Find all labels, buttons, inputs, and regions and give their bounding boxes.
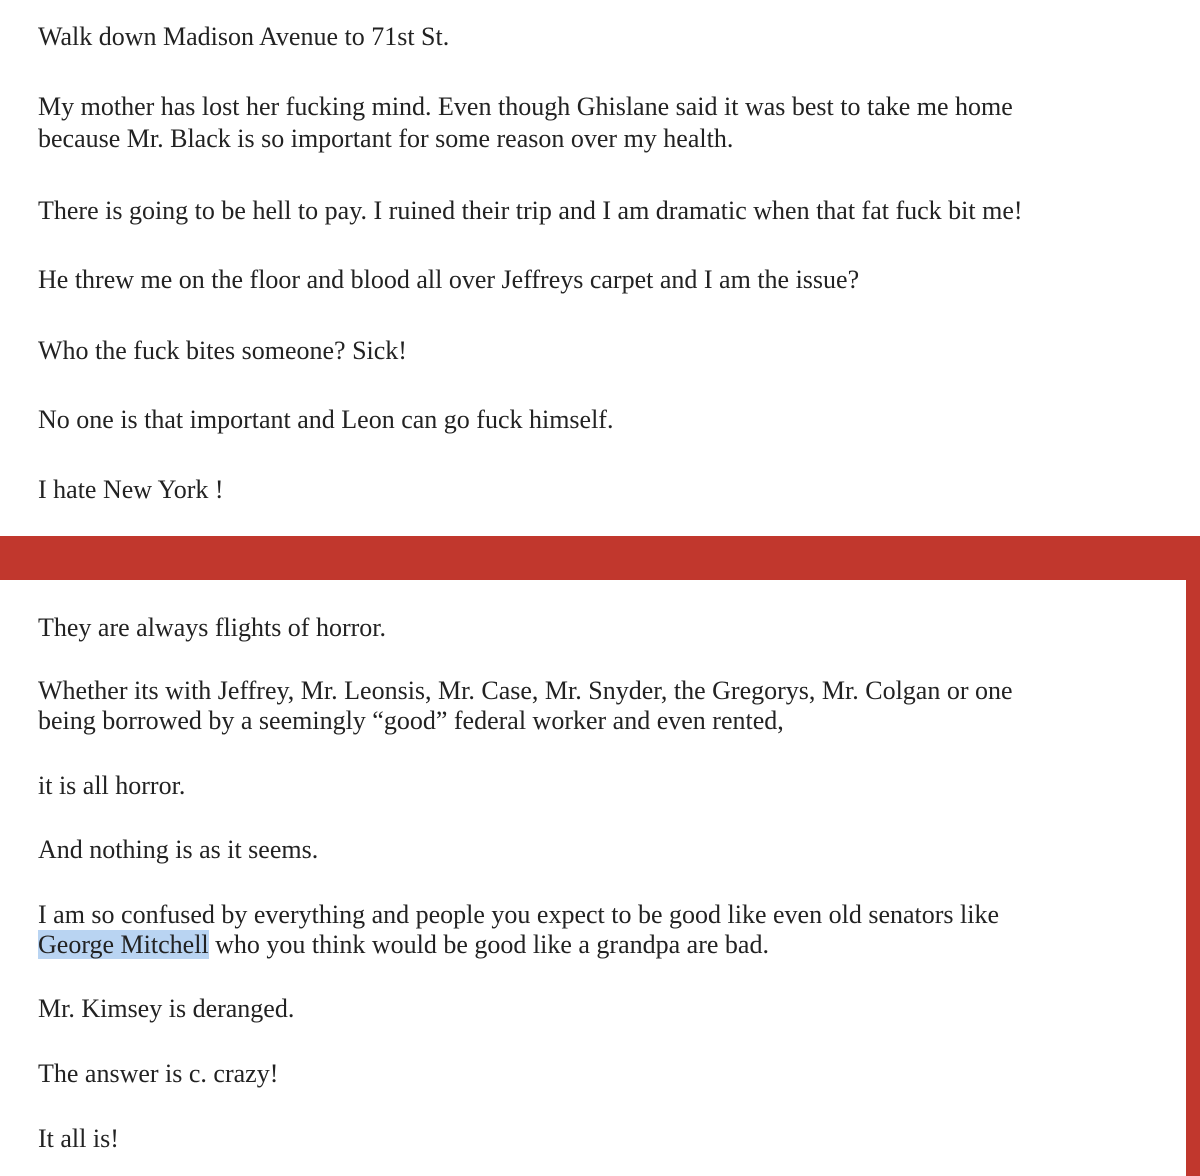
- red-divider-edge: [1186, 580, 1200, 1176]
- bottom-document-panel: [0, 580, 1186, 1176]
- text-line: There is going to be hell to pay. I ruined their trip and I am dramatic when that fat fuck bit me!: [38, 196, 1023, 225]
- text-line: Whether its with Jeffrey, Mr. Leonsis, Mr. Case, Mr. Snyder, the Gregorys, Mr. Colgan or one: [38, 676, 1013, 705]
- text-line: being borrowed by a seemingly “good” federal worker and even rented,: [38, 706, 784, 735]
- text-line: They are always flights of horror.: [38, 613, 387, 642]
- text-line: it is all horror.: [38, 771, 186, 800]
- text-line: I am so confused by everything and people you expect to be good like even old senators like: [38, 900, 1000, 929]
- text-line: because Mr. Black is so important for some reason over my health.: [38, 124, 734, 153]
- text-line: Mr. Kimsey is deranged.: [38, 994, 295, 1023]
- text-line: I hate New York !: [38, 475, 224, 504]
- text-line: Who the fuck bites someone? Sick!: [38, 336, 407, 365]
- text-line: And nothing is as it seems.: [38, 835, 319, 864]
- text-line: Walk down Madison Avenue to 71st St.: [38, 22, 450, 51]
- text-line: No one is that important and Leon can go fuck himself.: [38, 405, 614, 434]
- selected-text-highlight[interactable]: George Mitchell: [38, 930, 209, 959]
- red-divider-band: [0, 536, 1200, 580]
- text-line: The answer is c. crazy!: [38, 1059, 279, 1088]
- text-line: [38, 930, 769, 960]
- top-document-panel: [0, 0, 1200, 536]
- text-line: My mother has lost her fucking mind. Even though Ghislane said it was best to take me home: [38, 92, 1013, 121]
- text-line-rest: who you think would be good like a grandpa are bad.: [208, 930, 769, 959]
- text-line: It all is!: [38, 1124, 119, 1153]
- text-line: He threw me on the floor and blood all over Jeffreys carpet and I am the issue?: [38, 265, 860, 294]
